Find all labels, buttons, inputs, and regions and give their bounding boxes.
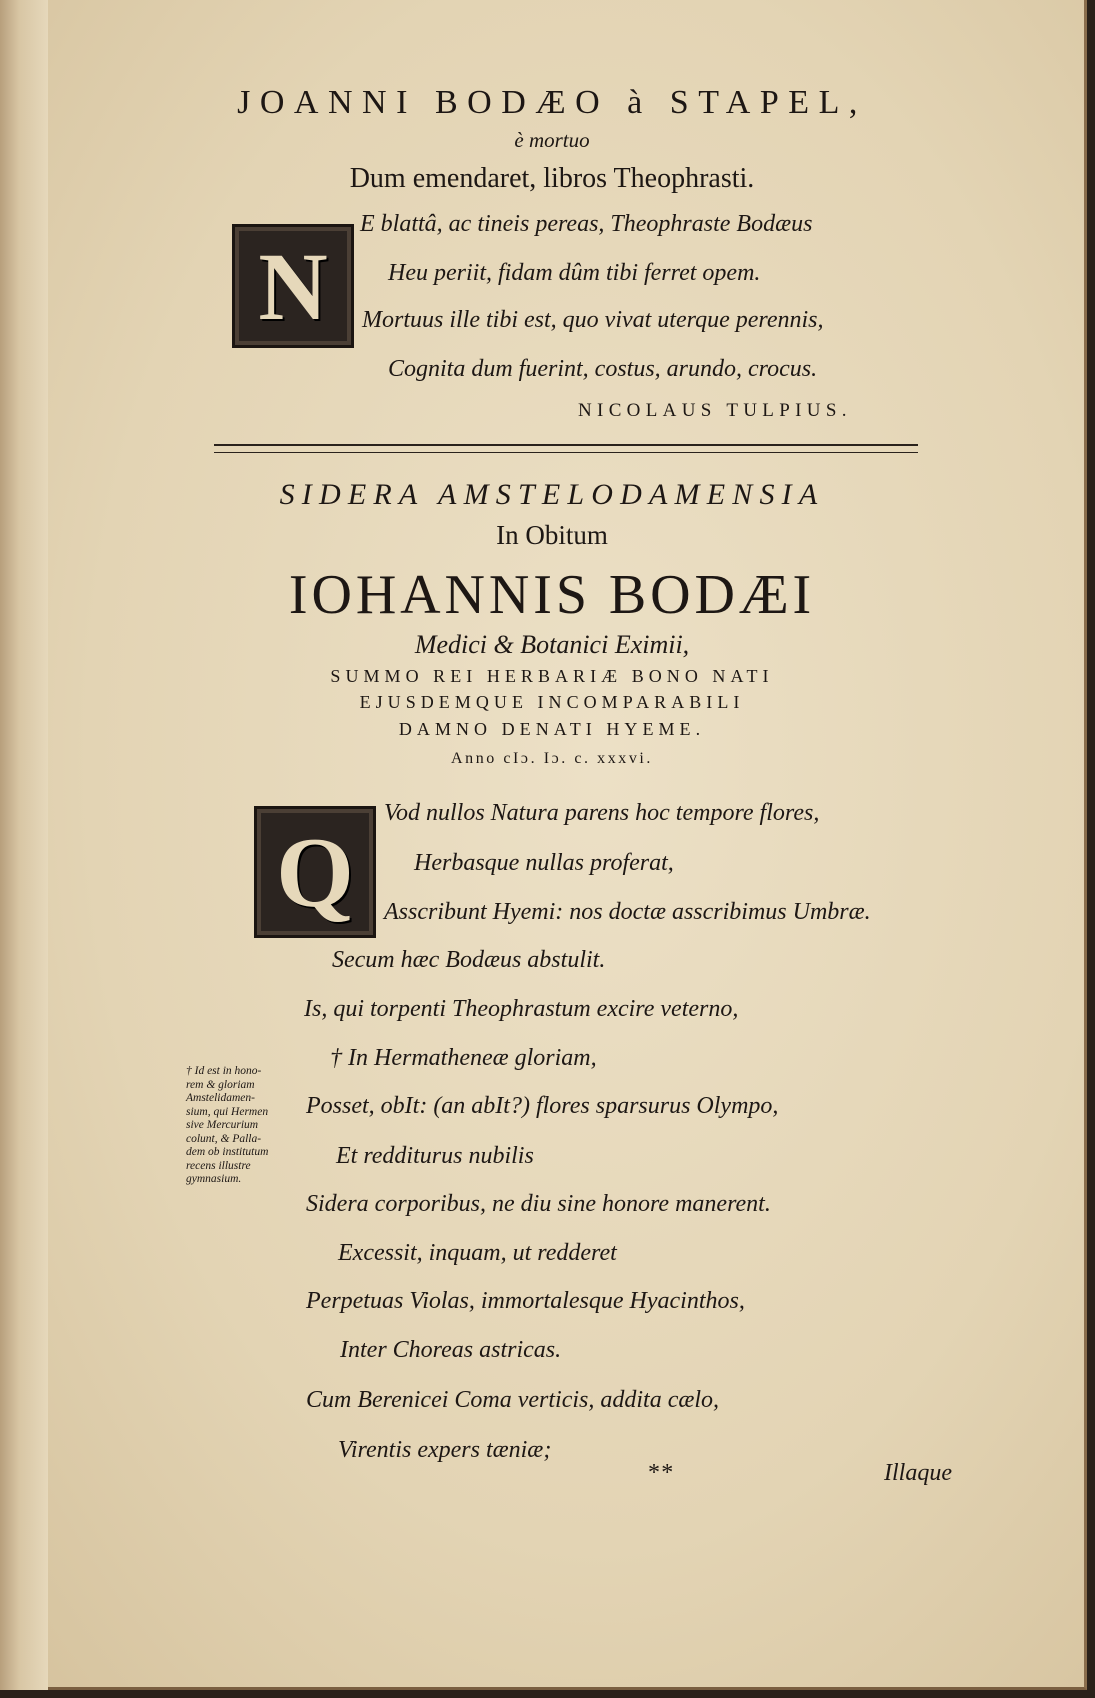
margin-note: † Id est in hono- rem & gloriam Amstelidamen- sium, qui Hermen sive Mercurium colunt, & Palla- dem ob institutum recens illustre gymnasium. bbox=[186, 1065, 269, 1185]
verse-line: Heu periit, fidam dûm tibi ferret opem. bbox=[388, 260, 761, 286]
year-line: Anno cIɔ. Iɔ. c. xxxvi. bbox=[451, 750, 653, 767]
epitaph-1-title: JOANNI BODÆO à STAPEL, bbox=[237, 84, 867, 121]
verse-line: Et redditurus nubilis bbox=[336, 1143, 534, 1169]
verse-line: Perpetuas Violas, immortalesque Hyacinthos, bbox=[306, 1288, 745, 1314]
epitaph-2-title: SIDERA AMSTELODAMENSIA bbox=[279, 478, 825, 511]
dropcap-q: Q bbox=[254, 806, 376, 938]
verse-line: Cognita dum fuerint, costus, arundo, crocus. bbox=[388, 356, 818, 382]
verse-line: Asscribunt Hyemi: nos doctæ asscribimus Umbræ. bbox=[384, 899, 871, 925]
verse-line: Herbasque nullas proferat, bbox=[414, 850, 674, 876]
verse-line: Mortuus ille tibi est, quo vivat uterque perennis, bbox=[362, 307, 824, 333]
verse-line: Is, qui torpenti Theophrastum excire veterno, bbox=[304, 996, 739, 1022]
caps-line-1: SUMMO REI HERBARIÆ BONO NATI bbox=[330, 666, 774, 686]
page-gutter bbox=[0, 0, 48, 1690]
verse-line: Cum Berenicei Coma verticis, addita cælo, bbox=[306, 1387, 720, 1413]
verse-line: Excessit, inquam, ut redderet bbox=[338, 1240, 617, 1266]
epitaph-1-subtitle: è mortuo bbox=[514, 128, 590, 152]
epitaph-1-author: NICOLAUS TULPIUS. bbox=[578, 400, 852, 421]
epitaph-1-heading: Dum emendaret, libros Theophrasti. bbox=[349, 163, 755, 194]
section-divider bbox=[214, 444, 918, 446]
catchword: Illaque bbox=[884, 1460, 952, 1486]
verse-line: Posset, obIt: (an abIt?) flores sparsurus Olympo, bbox=[306, 1093, 779, 1119]
epitaph-2-subtitle: In Obitum bbox=[496, 520, 608, 550]
verse-line: Inter Choreas astricas. bbox=[340, 1337, 562, 1363]
verse-line: † In Hermatheneæ gloriam, bbox=[330, 1045, 597, 1071]
epitaph-2-name: IOHANNIS BODÆI bbox=[288, 564, 816, 626]
dropcap-n: N bbox=[232, 224, 354, 348]
verse-line: Sidera corporibus, ne diu sine honore manerent. bbox=[306, 1191, 771, 1217]
verse-line: E blattâ, ac tineis pereas, Theophraste Bodæus bbox=[360, 211, 813, 237]
caps-line-3: DAMNO DENATI HYEME. bbox=[398, 719, 706, 739]
verse-line: Virentis expers tæniæ; bbox=[338, 1437, 552, 1463]
signature-mark: ** bbox=[648, 1460, 675, 1486]
epitaph-2-heading: Medici & Botanici Eximii, bbox=[414, 630, 690, 659]
verse-line: Secum hæc Bodæus abstulit. bbox=[332, 947, 606, 973]
caps-line-2: EJUSDEMQUE INCOMPARABILI bbox=[359, 692, 745, 712]
verse-line: Vod nullos Natura parens hoc tempore flores, bbox=[384, 800, 820, 826]
section-divider-thin bbox=[214, 452, 918, 453]
